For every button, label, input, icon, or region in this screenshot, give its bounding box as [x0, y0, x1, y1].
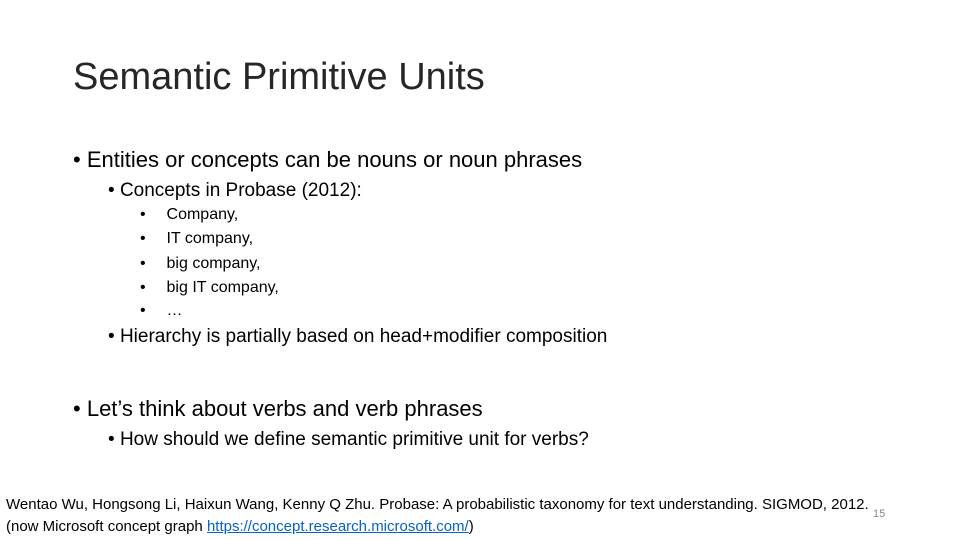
bullet-level2 [108, 429, 589, 451]
bullet-marker: • [73, 396, 81, 421]
bullet-marker: • [108, 326, 115, 347]
bullet-level3 [140, 279, 279, 297]
bullet-text: IT company, [166, 230, 254, 247]
bullet-text: Concepts in Probase (2012): [119, 180, 362, 201]
bullet-text: big company, [166, 255, 261, 272]
bullet-text: big IT company, [166, 279, 279, 296]
bullet-marker: • [140, 230, 146, 247]
bullet-text: How should we define semantic primitive unit for verbs? [119, 429, 589, 450]
bullet-text: … [166, 302, 183, 319]
bullet-level3 [140, 255, 261, 273]
bullet-marker: • [140, 302, 146, 319]
bullet-marker: • [140, 279, 146, 296]
bullet-level3 [140, 206, 238, 224]
bullet-text: Company, [166, 206, 239, 223]
citation-source-line [6, 516, 869, 538]
concept-graph-link[interactable]: https://concept.research.microsoft.com/ [206, 518, 469, 535]
bullet-marker: • [140, 255, 146, 272]
bullet-text: Entities or concepts can be nouns or noun phrases [86, 147, 583, 172]
bullet-marker: • [73, 147, 81, 172]
footer-citation [6, 494, 869, 538]
page-number: 15 [873, 508, 886, 520]
bullet-text: Let’s think about verbs and verb phrases [86, 396, 483, 421]
citation-prefix: (now Microsoft concept graph [6, 518, 207, 535]
citation-suffix: ) [468, 518, 474, 535]
bullet-level2 [108, 326, 607, 348]
bullet-marker: • [140, 206, 146, 223]
citation-line: Wentao Wu, Hongsong Li, Haixun Wang, Kenny Q Zhu. Probase: A probabilistic taxonomy for text understanding. SIGMOD, 2012. [6, 496, 869, 513]
bullet-level2 [108, 180, 362, 202]
bullet-level1 [73, 396, 483, 422]
bullet-marker: • [108, 180, 115, 201]
bullet-level3 [140, 230, 253, 248]
bullet-level1 [73, 147, 582, 173]
bullet-marker: • [108, 429, 115, 450]
slide-title: Semantic Primitive Units [73, 56, 485, 98]
bullet-level3 [140, 302, 183, 320]
bullet-text: Hierarchy is partially based on head+modifier composition [119, 326, 608, 347]
